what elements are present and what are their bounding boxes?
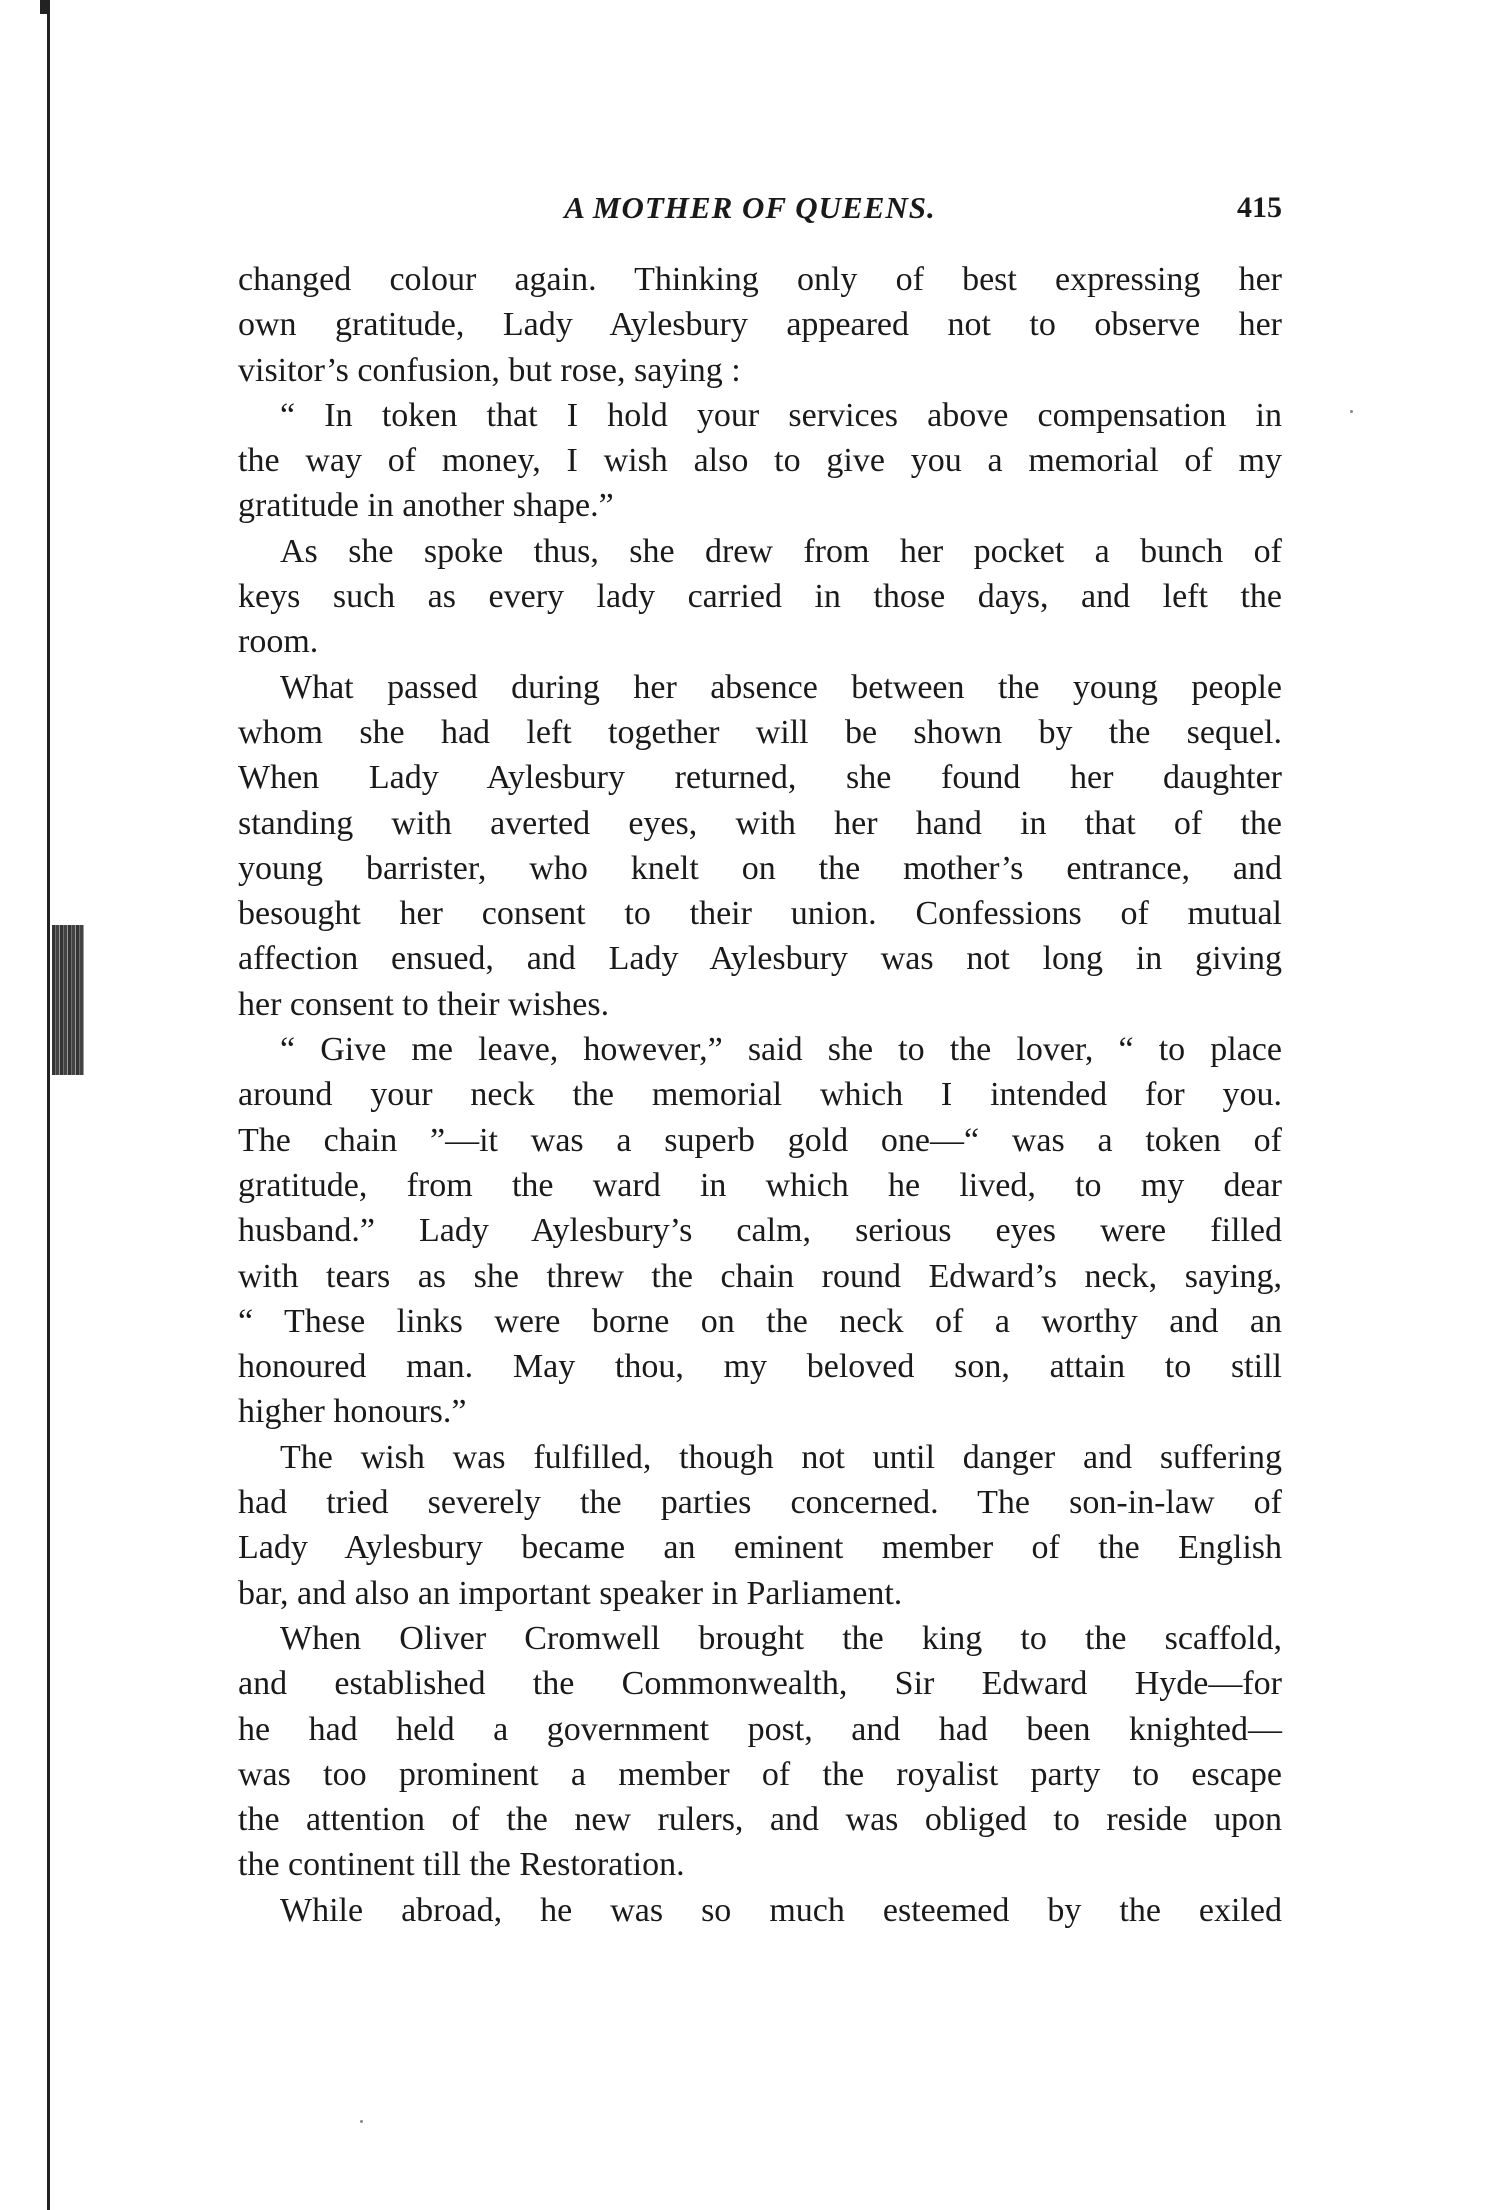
text-line: whom she had left together will be shown by the sequel. (238, 713, 1282, 751)
text-line: keys such as every lady carried in those days, and left the (238, 578, 1282, 616)
text-line: with tears as she threw the chain round Edward’s neck, saying, (238, 1257, 1282, 1295)
text-line: While abroad, he was so much esteemed by the exiled (280, 1891, 1282, 1929)
text-line: husband.” Lady Aylesbury’s calm, serious eyes were filled (238, 1212, 1282, 1250)
paragraph (238, 1435, 1282, 1616)
text-line: besought her consent to their union. Confessions of mutual (238, 895, 1282, 933)
paragraph (238, 1027, 1282, 1435)
paragraph (238, 529, 1282, 665)
text-line: What passed during her absence between the young people (280, 668, 1282, 706)
running-head (0, 186, 1511, 230)
text-line: honoured man. May thou, my beloved son, attain to still (238, 1348, 1282, 1386)
text-line: “ Give me leave, however,” said she to the lover, “ to place (280, 1031, 1282, 1069)
scan-speck (360, 2120, 363, 2123)
text-line: around your neck the memorial which I intended for you. (238, 1076, 1282, 1114)
text-line: The wish was fulfilled, though not until danger and suffering (280, 1438, 1282, 1476)
text-line: “ In token that I hold your services above compensation in (280, 396, 1282, 434)
text-line: When Lady Aylesbury returned, she found her daughter (238, 759, 1282, 797)
text-line: changed colour again. Thinking only of best expressing her (238, 261, 1282, 298)
text-line: own gratitude, Lady Aylesbury appeared not to observe her (238, 306, 1282, 344)
text-line: the way of money, I wish also to give you a memorial of my (238, 442, 1282, 480)
text-line: As she spoke thus, she drew from her pocket a bunch of (280, 532, 1282, 570)
paragraph (238, 1888, 1282, 1933)
paragraph (238, 257, 1282, 393)
paragraph (238, 393, 1282, 529)
text-line: was too prominent a member of the royalist party to escape (238, 1755, 1282, 1793)
page-binding-edge (47, 0, 50, 2210)
body-text (238, 257, 1282, 1933)
text-line: affection ensued, and Lady Aylesbury was not long in giving (238, 940, 1282, 978)
text-line: standing with averted eyes, with her hand in that of the (238, 804, 1282, 842)
text-line: visitor’s confusion, but rose, saying : (238, 351, 741, 389)
text-line: The chain ”—it was a superb gold one—“ was a token of (238, 1121, 1282, 1159)
text-line: and established the Commonwealth, Sir Edward Hyde—for (238, 1665, 1282, 1703)
text-line: he had held a government post, and had been knighted— (238, 1710, 1282, 1748)
scan-smudge (52, 925, 84, 1075)
text-line: Lady Aylesbury became an eminent member of the English (238, 1529, 1282, 1567)
paragraph (238, 1616, 1282, 1888)
text-line: the continent till the Restoration. (238, 1846, 685, 1884)
page-number: 415 (1237, 191, 1282, 224)
text-line: had tried severely the parties concerned. The son-in-law of (238, 1484, 1282, 1522)
text-line: When Oliver Cromwell brought the king to the scaffold, (280, 1619, 1282, 1657)
text-line: bar, and also an important speaker in Parliament. (238, 1574, 903, 1612)
text-line: room. (238, 623, 319, 661)
text-line: gratitude in another shape.” (238, 487, 614, 525)
text-line: gratitude, from the ward in which he lived, to my dear (238, 1166, 1282, 1204)
text-line: the attention of the new rulers, and was obliged to reside upon (238, 1801, 1282, 1839)
text-line: her consent to their wishes. (238, 985, 610, 1023)
scan-speck (1350, 410, 1353, 413)
text-line: “ These links were borne on the neck of a worthy and an (238, 1302, 1282, 1340)
page-binding-edge-top (40, 0, 50, 14)
paragraph (238, 665, 1282, 1027)
running-head-title: A MOTHER OF QUEENS. (564, 190, 936, 225)
text-line: higher honours.” (238, 1393, 467, 1431)
text-line: young barrister, who knelt on the mother’s entrance, and (238, 849, 1282, 887)
